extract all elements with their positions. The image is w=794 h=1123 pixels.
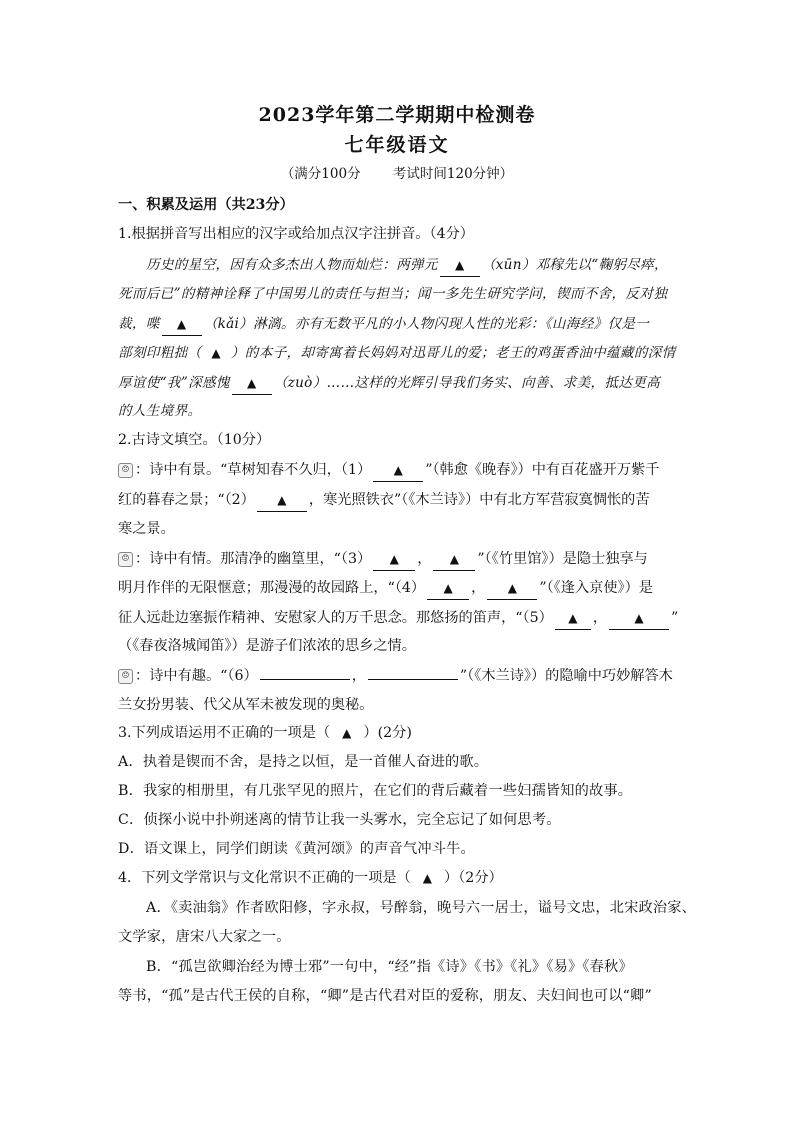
answer-blank[interactable]: ▲ xyxy=(257,489,307,512)
answer-marker[interactable]: ▲ xyxy=(422,871,433,885)
answer-blank[interactable]: ▲ xyxy=(232,372,272,395)
time-note: 考试时间120分钟） xyxy=(392,166,514,182)
q3-stem: 3.下列成语运用不正确的一项是（ ▲ ）(2分) xyxy=(118,725,412,741)
answer-blank[interactable]: ▲ xyxy=(555,607,591,630)
q1-passage-line: 死而后已”的精神诠释了中国男儿的责任与担当；闻一多先生研究学问，锲而不舍，反对独 xyxy=(118,286,668,302)
answer-blank[interactable]: ▲ xyxy=(609,607,669,630)
face-icon: ☹ xyxy=(118,552,133,567)
q2-line: 红的暮春之景；“（2） ▲ ，寒光照铁衣”（《木兰诗》）中有北方军营寂寞惆怅的苦 xyxy=(118,489,650,512)
answer-blank[interactable]: ▲ xyxy=(373,459,423,482)
face-icon: ☹ xyxy=(118,669,133,684)
q2-line: ☹ ：诗中有趣。“（6） ， ”（《木兰诗》）的隐喻中巧妙解答木 xyxy=(118,665,673,687)
answer-marker[interactable]: ▲ xyxy=(211,346,221,360)
answer-blank[interactable]: ▲ xyxy=(487,577,537,600)
q4-option-b: B．“孤岂欲卿治经为博士邪”一句中，“经”指《诗》《书》《礼》《易》《春秋》 xyxy=(146,959,633,975)
face-icon: ☹ xyxy=(118,463,133,478)
q2-line: 明月作伴的无限惬意；那漫漫的故园路上，“（4） ▲ ， ▲ ”（《逢入京使》）是 xyxy=(118,577,653,600)
q3-option-c: C．侦探小说中扑朔迷离的情节让我一头雾水，完全忘记了如何思考。 xyxy=(118,812,561,828)
answer-blank[interactable]: ▲ xyxy=(433,548,475,571)
q4-option-a: A．《卖油翁》作者欧阳修，字永叔，号醉翁，晚号六一居士，谥号文忠，北宋政治家、 xyxy=(146,900,697,916)
q2-stem: 2.古诗文填空。（10分） xyxy=(118,432,271,448)
answer-marker[interactable]: ▲ xyxy=(342,726,352,740)
q1-passage-line: 部刻印粗拙（ ▲ ）的本子，却寄寓着长妈妈对迅哥儿的爱；老王的鸡蛋香油中蕴藏的深情 xyxy=(118,345,676,361)
answer-blank[interactable] xyxy=(260,679,350,680)
q1-passage-line: 裁，喋 ▲ （kǎi）淋漓。亦有无数平凡的小人物闪现人性的光彩：《山海经》仅是一 xyxy=(118,313,649,336)
q2-line: 征人远赴边塞振作精神、安慰家人的万千思念。那悠扬的笛声，“（5） ▲ ， ▲ ” xyxy=(118,607,678,630)
exam-title: 2023学年第二学期期中检测卷 xyxy=(258,104,536,126)
answer-blank[interactable]: ▲ xyxy=(162,313,202,336)
q2-line: ☹ ：诗中有情。那清净的幽篁里，“（3） ▲ ， ▲ ”（《竹里馆》）是隐士独享与 xyxy=(118,548,648,571)
q2-line: （《春夜洛城闻笛》）是游子们浓浓的思乡之情。 xyxy=(118,638,416,654)
q4-option-b-cont: 等书，“孤”是古代王侯的自称，“卿”是古代君对臣的爱称，朋友、夫妇间也可以“卿” xyxy=(118,988,652,1004)
answer-blank[interactable]: ▲ xyxy=(373,548,415,571)
answer-blank[interactable]: ▲ xyxy=(440,254,480,277)
exam-subtitle: 七年级语文 xyxy=(344,134,450,156)
q3-option-d: D．语文课上，同学们朗读《黄河颂》的声音气冲斗牛。 xyxy=(118,841,475,857)
section-heading: 一、积累及运用（共23分） xyxy=(118,197,294,213)
q1-passage-line: 厚谊使“我”深感愧 ▲ （zuò）……这样的光辉引导我们务实、向善、求美，抵达更高 xyxy=(118,372,660,395)
q2-line: 兰女扮男装、代父从军未被发现的奥秘。 xyxy=(118,697,374,713)
q1-passage-line: 的人生境界。 xyxy=(118,403,202,419)
q3-option-a: A．执着是锲而不舍，是持之以恒，是一首催人奋进的歌。 xyxy=(118,754,489,770)
q2-line: 寒之景。 xyxy=(118,521,175,537)
q4-option-a-cont: 文学家，唐宋八大家之一。 xyxy=(118,929,291,945)
q2-line: ☹ ：诗中有景。“草树知春不久归，（1） ▲ ”（韩愈《晚春》）中有百花盛开万紫千 xyxy=(118,459,659,482)
score-note: （满分100分 xyxy=(280,166,361,182)
q1-stem: 1.根据拼音写出相应的汉字或给加点汉字注拼音。（4分） xyxy=(118,226,474,242)
exam-meta xyxy=(0,162,794,182)
answer-blank[interactable] xyxy=(368,679,458,680)
answer-blank[interactable]: ▲ xyxy=(427,577,469,600)
q4-stem: 4．下列文学常识与文化常识不正确的一项是（ ▲ ）（2分） xyxy=(118,870,503,886)
q3-option-b: B．我家的相册里，有几张罕见的照片，在它们的背后藏着一些妇孺皆知的故事。 xyxy=(118,783,633,799)
q1-passage-line: 历史的星空，因有众多杰出人物而灿烂：两弹元 ▲ （xūn）邓稼先以“鞠躬尽瘁， xyxy=(146,254,668,277)
